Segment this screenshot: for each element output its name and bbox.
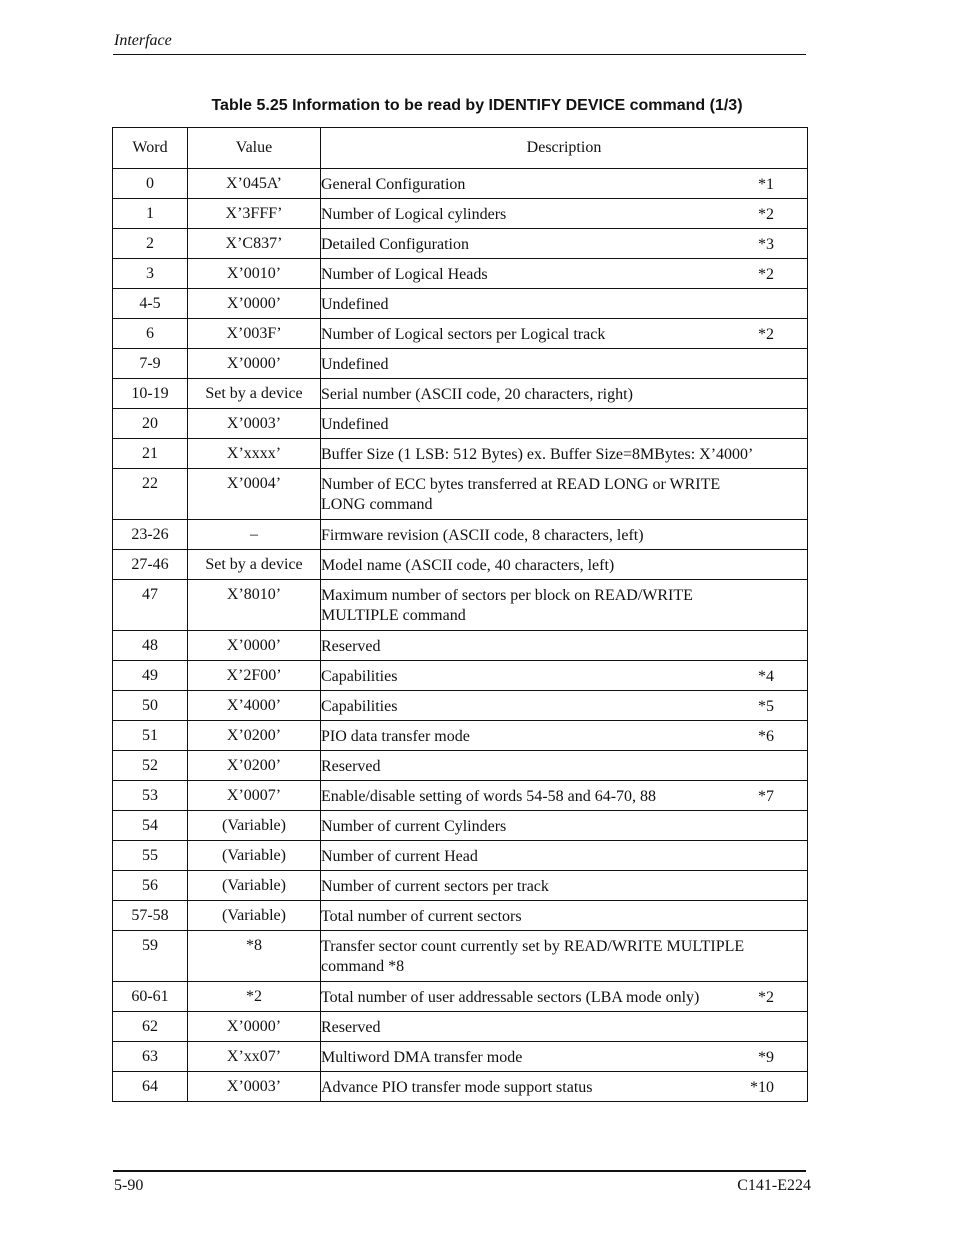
table-row (113, 1072, 808, 1102)
cell-word: 1 (113, 199, 188, 229)
cell-word: 55 (113, 841, 188, 871)
cell-word: 27-46 (113, 550, 188, 580)
cell-word: 2 (113, 229, 188, 259)
cell-description (321, 379, 808, 409)
cell-description (321, 289, 808, 319)
cell-description (321, 1012, 808, 1042)
table-row (113, 439, 808, 469)
cell-value: (Variable) (188, 871, 321, 901)
table-row (113, 409, 808, 439)
cell-word: 20 (113, 409, 188, 439)
description-text: Number of current Head (321, 848, 478, 865)
cell-description (321, 721, 808, 751)
cell-value: X’0000’ (188, 289, 321, 319)
cell-description (321, 631, 808, 661)
table-row (113, 931, 808, 982)
description-text: Reserved (321, 1019, 381, 1036)
cell-word: 53 (113, 781, 188, 811)
table-row (113, 631, 808, 661)
cell-word: 23-26 (113, 520, 188, 550)
cell-value: *2 (188, 982, 321, 1012)
description-text: Multiword DMA transfer mode (321, 1049, 523, 1066)
description-text: Buffer Size (1 LSB: 512 Bytes) ex. Buffer Size=8MBytes: X’4000’ (321, 446, 754, 463)
header-divider (113, 54, 806, 55)
cell-value: X’0000’ (188, 631, 321, 661)
table-row (113, 901, 808, 931)
cell-word: 47 (113, 580, 188, 631)
footnote-ref: *7 (758, 788, 774, 805)
table-row (113, 319, 808, 349)
description-text: Undefined (321, 416, 389, 433)
table-row (113, 811, 808, 841)
table-body (113, 169, 808, 1102)
document-id: C141-E224 (737, 1177, 811, 1194)
description-text: Number of current sectors per track (321, 878, 549, 895)
table-row (113, 289, 808, 319)
table-row (113, 259, 808, 289)
footnote-ref: *10 (750, 1079, 774, 1096)
cell-word: 64 (113, 1072, 188, 1102)
cell-word: 4-5 (113, 289, 188, 319)
cell-word: 49 (113, 661, 188, 691)
cell-value: X’3FFF’ (188, 199, 321, 229)
cell-description (321, 841, 808, 871)
cell-word: 54 (113, 811, 188, 841)
cell-description (321, 691, 808, 721)
cell-description (321, 409, 808, 439)
cell-description (321, 1072, 808, 1102)
cell-word: 52 (113, 751, 188, 781)
cell-value: X’045A’ (188, 169, 321, 199)
cell-value: X’0000’ (188, 349, 321, 379)
cell-description (321, 661, 808, 691)
cell-value: (Variable) (188, 811, 321, 841)
cell-value: (Variable) (188, 841, 321, 871)
cell-value: X’C837’ (188, 229, 321, 259)
description-text: Undefined (321, 296, 389, 313)
cell-word: 57-58 (113, 901, 188, 931)
cell-word: 0 (113, 169, 188, 199)
cell-description (321, 259, 808, 289)
cell-description (321, 931, 808, 982)
cell-word: 6 (113, 319, 188, 349)
description-text: Detailed Configuration (321, 236, 469, 253)
footnote-ref: *6 (758, 728, 774, 745)
cell-description (321, 469, 808, 520)
footnote-ref: *2 (758, 206, 774, 223)
header-value: Value (188, 128, 321, 169)
description-text: PIO data transfer mode (321, 728, 470, 745)
table-row (113, 691, 808, 721)
cell-description (321, 901, 808, 931)
cell-value: (Variable) (188, 901, 321, 931)
description-text: Maximum number of sectors per block on READ/WRITE MULTIPLE command (321, 587, 693, 624)
table-row (113, 469, 808, 520)
description-text: Undefined (321, 356, 389, 373)
cell-value: X’0003’ (188, 1072, 321, 1102)
cell-value: X’0007’ (188, 781, 321, 811)
page-number: 5-90 (114, 1177, 144, 1194)
footer-divider (113, 1170, 806, 1172)
cell-value: X’0000’ (188, 1012, 321, 1042)
description-text: Advance PIO transfer mode support status (321, 1079, 593, 1096)
running-header: Interface (114, 32, 172, 49)
description-text: Capabilities (321, 668, 398, 685)
cell-value: X’0200’ (188, 721, 321, 751)
footnote-ref: *9 (758, 1049, 774, 1066)
table-row (113, 580, 808, 631)
footnote-ref: *2 (758, 266, 774, 283)
description-text: Number of Logical cylinders (321, 206, 507, 223)
description-text: Total number of user addressable sectors (LBA mode only) (321, 989, 700, 1006)
footnote-ref: *2 (758, 989, 774, 1006)
cell-word: 59 (113, 931, 188, 982)
description-text: Total number of current sectors (321, 908, 522, 925)
table-row (113, 871, 808, 901)
cell-value: X’2F00’ (188, 661, 321, 691)
cell-value: Set by a device (188, 379, 321, 409)
identify-device-table (112, 127, 808, 1102)
table-row (113, 520, 808, 550)
cell-value: X’8010’ (188, 580, 321, 631)
description-text: Serial number (ASCII code, 20 characters, right) (321, 386, 633, 403)
table-row (113, 1042, 808, 1072)
description-text: Transfer sector count currently set by READ/WRITE MULTIPLE command *8 (321, 938, 745, 975)
cell-word: 50 (113, 691, 188, 721)
table-header-row (113, 128, 808, 169)
cell-description (321, 781, 808, 811)
cell-description (321, 550, 808, 580)
table-row (113, 721, 808, 751)
cell-description (321, 229, 808, 259)
description-text: Number of ECC bytes transferred at READ LONG or WRITE LONG command (321, 476, 721, 513)
table-row (113, 751, 808, 781)
footnote-ref: *4 (758, 668, 774, 685)
footnote-ref: *2 (758, 326, 774, 343)
cell-value: X’0004’ (188, 469, 321, 520)
cell-word: 51 (113, 721, 188, 751)
table-row (113, 982, 808, 1012)
footnote-ref: *3 (758, 236, 774, 253)
cell-word: 21 (113, 439, 188, 469)
table-row (113, 229, 808, 259)
cell-word: 3 (113, 259, 188, 289)
table-row (113, 349, 808, 379)
table-row (113, 169, 808, 199)
cell-description (321, 1042, 808, 1072)
cell-word: 22 (113, 469, 188, 520)
cell-word: 63 (113, 1042, 188, 1072)
description-text: Number of current Cylinders (321, 818, 507, 835)
cell-description (321, 199, 808, 229)
cell-description (321, 439, 808, 469)
cell-description (321, 169, 808, 199)
header-word: Word (113, 128, 188, 169)
header-description: Description (321, 128, 808, 169)
cell-description (321, 811, 808, 841)
table-title: Table 5.25 Information to be read by IDENTIFY DEVICE command (1/3) (211, 97, 743, 114)
cell-word: 10-19 (113, 379, 188, 409)
cell-value: X’4000’ (188, 691, 321, 721)
description-text: General Configuration (321, 176, 466, 193)
cell-word: 56 (113, 871, 188, 901)
cell-value: X’0003’ (188, 409, 321, 439)
table-row (113, 379, 808, 409)
cell-description (321, 349, 808, 379)
table-row (113, 1012, 808, 1042)
cell-word: 7-9 (113, 349, 188, 379)
description-text: Capabilities (321, 698, 398, 715)
table-row (113, 550, 808, 580)
cell-description (321, 520, 808, 550)
cell-value: X’0010’ (188, 259, 321, 289)
cell-value: – (188, 520, 321, 550)
cell-word: 62 (113, 1012, 188, 1042)
cell-description (321, 751, 808, 781)
cell-value: Set by a device (188, 550, 321, 580)
cell-word: 48 (113, 631, 188, 661)
table-row (113, 661, 808, 691)
table-row (113, 199, 808, 229)
cell-value: X’003F’ (188, 319, 321, 349)
description-text: Reserved (321, 758, 381, 775)
description-text: Reserved (321, 638, 381, 655)
description-text: Firmware revision (ASCII code, 8 characters, left) (321, 527, 644, 544)
cell-description (321, 982, 808, 1012)
cell-description (321, 580, 808, 631)
cell-value: X’xxxx’ (188, 439, 321, 469)
footnote-ref: *5 (758, 698, 774, 715)
description-text: Enable/disable setting of words 54-58 and 64-70, 88 (321, 788, 657, 805)
description-text: Number of Logical Heads (321, 266, 488, 283)
table-row (113, 781, 808, 811)
table-row (113, 841, 808, 871)
cell-word: 60-61 (113, 982, 188, 1012)
footnote-ref: *1 (758, 176, 774, 193)
cell-description (321, 319, 808, 349)
cell-value: *8 (188, 931, 321, 982)
description-text: Number of Logical sectors per Logical track (321, 326, 606, 343)
cell-description (321, 871, 808, 901)
cell-value: X’0200’ (188, 751, 321, 781)
cell-value: X’xx07’ (188, 1042, 321, 1072)
description-text: Model name (ASCII code, 40 characters, left) (321, 557, 615, 574)
